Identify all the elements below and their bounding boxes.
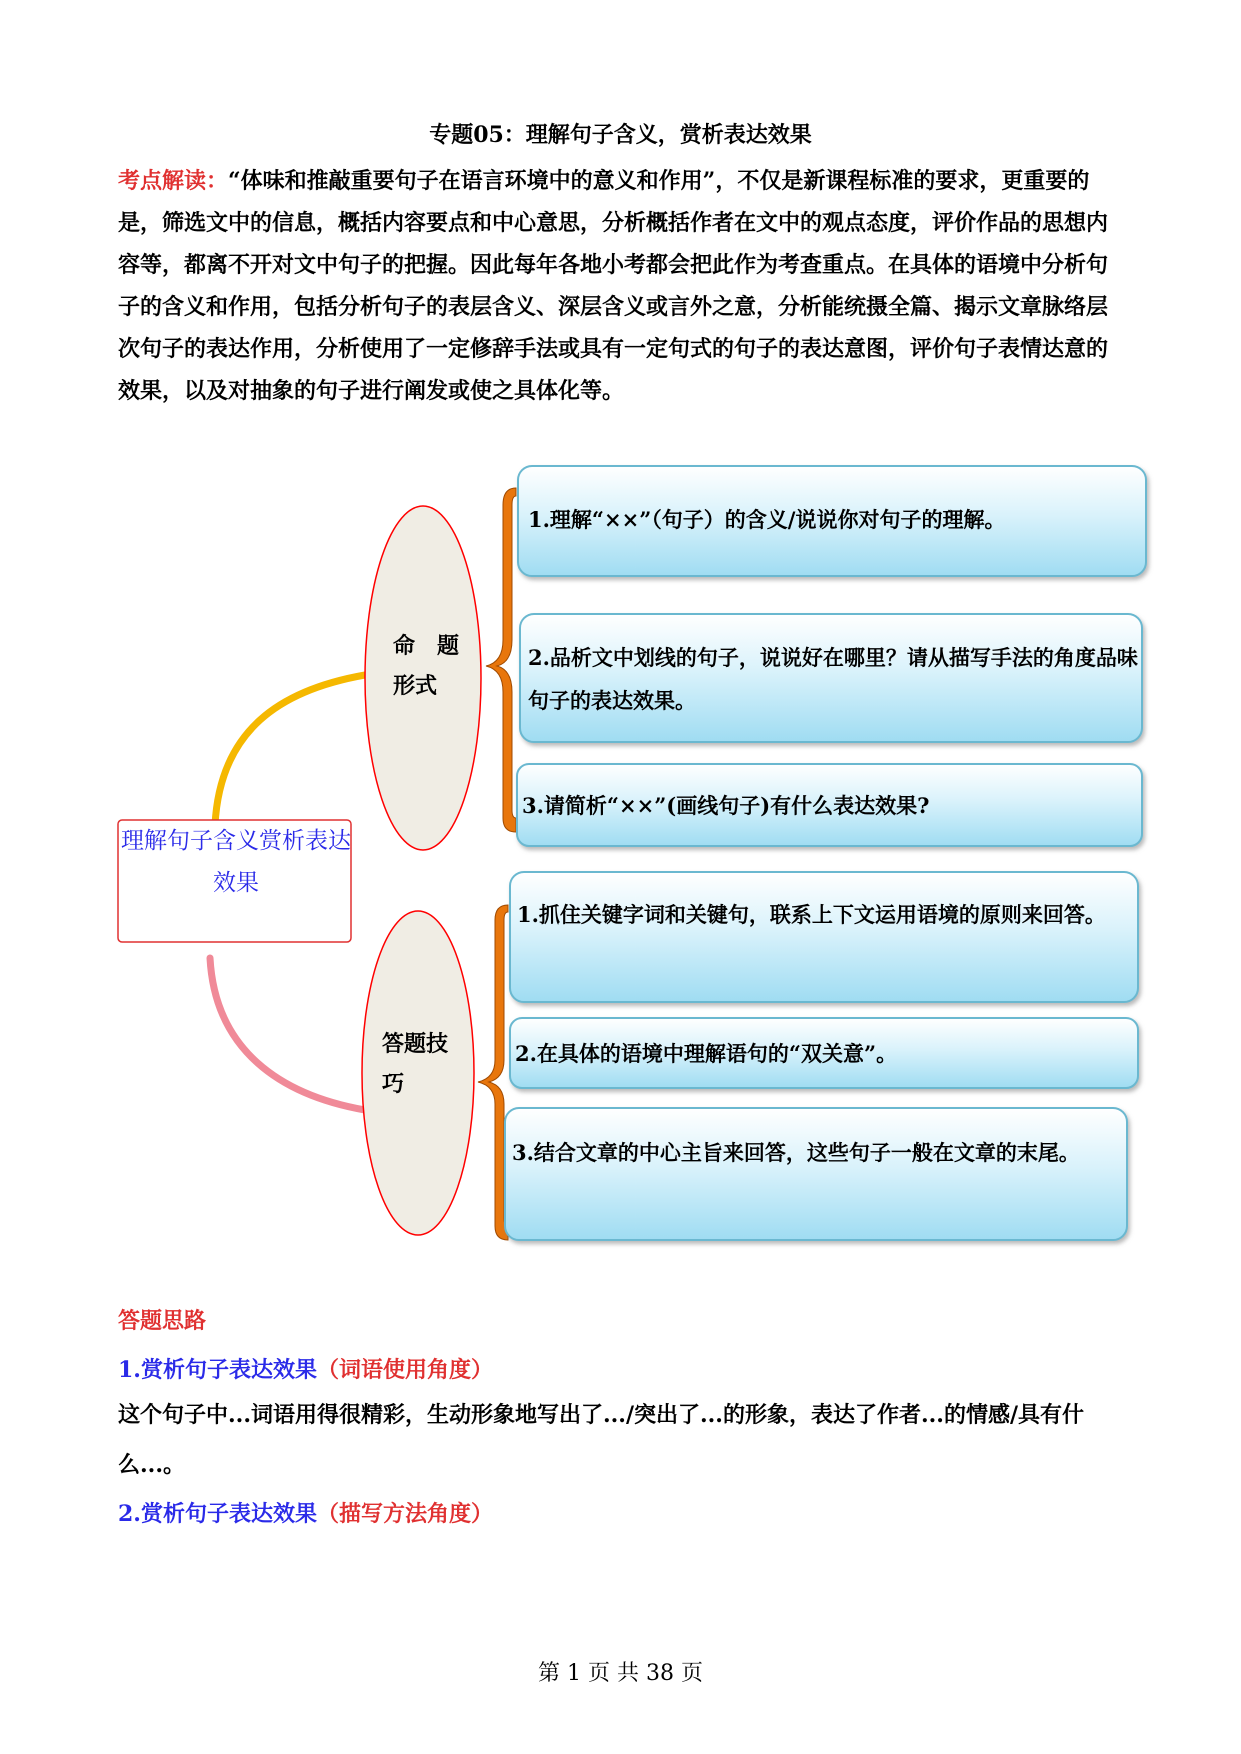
branch1-label: 命 题形式	[393, 633, 460, 699]
item1-title	[118, 1353, 493, 1384]
branch2-item1-text: 1.抓住关键字词和关键句，联系上下文运用语境的原则来回答。	[517, 902, 1106, 927]
item2-title	[118, 1497, 493, 1528]
intro-label: 考点解读：	[118, 168, 229, 194]
branch1-item3-text: 3.请简析“××”(画线句子)有什么表达效果?	[522, 793, 930, 818]
root-node-label: 理解句子含义赏析表达效果	[121, 828, 351, 896]
item1-title-main: 1.赏析句子表达效果	[118, 1357, 317, 1383]
branch1-brace	[486, 488, 516, 832]
page-title: 专题05：理解句子含义，赏析表达效果	[429, 122, 812, 148]
item1-body: 这个句子中...词语用得很精彩，生动形象地写出了.../突出了...的形象，表达了作者...的情感/具有什么...。	[118, 1402, 1084, 1478]
branch2-item3-box	[505, 1108, 1127, 1240]
section-heading: 答题思路	[118, 1308, 207, 1334]
item2-title-main: 2.赏析句子表达效果	[118, 1501, 317, 1527]
page-footer: 第 1 页 共 38 页	[538, 1661, 703, 1686]
branch2-item1-box	[510, 872, 1138, 1002]
branch1-item1-text: 1.理解“××”（句子）的含义/说说你对句子的理解。	[528, 507, 1006, 532]
root-to-branch2-curve	[210, 958, 365, 1110]
item1-title-sub: （词语使用角度）	[316, 1357, 493, 1383]
branch2-brace	[478, 905, 508, 1240]
intro-text: “体味和推敲重要句子在语言环境中的意义和作用”，不仅是新课程标准的要求，更重要的是，筛选文中的信息，概括内容要点和中心意思，分析概括作者在文中的观点态度，评价作品的思想内容等，都离不开对文中句子的把握。因此每年各地小考都会把此作为考查重点。在具体的语境中分析句子的含义和作用，包括分析句子的表层含义、深层含义或言外之意，分析能统摄全篇、揭示文章脉络层次句子的表达作用，分析使用了一定修辞手法或具有一定句式的句子的表达意图，评价句子表情达意的效果，以及对抽象的句子进行阐发或使之具体化等。	[118, 168, 1109, 404]
item2-title-sub: （描写方法角度）	[316, 1501, 493, 1527]
branch2-label: 答题技巧	[382, 1031, 449, 1097]
branch2-item2-text: 2.在具体的语境中理解语句的“双关意”。	[515, 1041, 898, 1066]
branch1-item2-text: 2.品析文中划线的句子，说说好在哪里？请从描写手法的角度品味句子的表达效果。	[528, 645, 1138, 713]
branch2-item3-text: 3.结合文章的中心主旨来回答，这些句子一般在文章的末尾。	[512, 1140, 1080, 1165]
root-to-branch1-curve	[215, 675, 365, 825]
